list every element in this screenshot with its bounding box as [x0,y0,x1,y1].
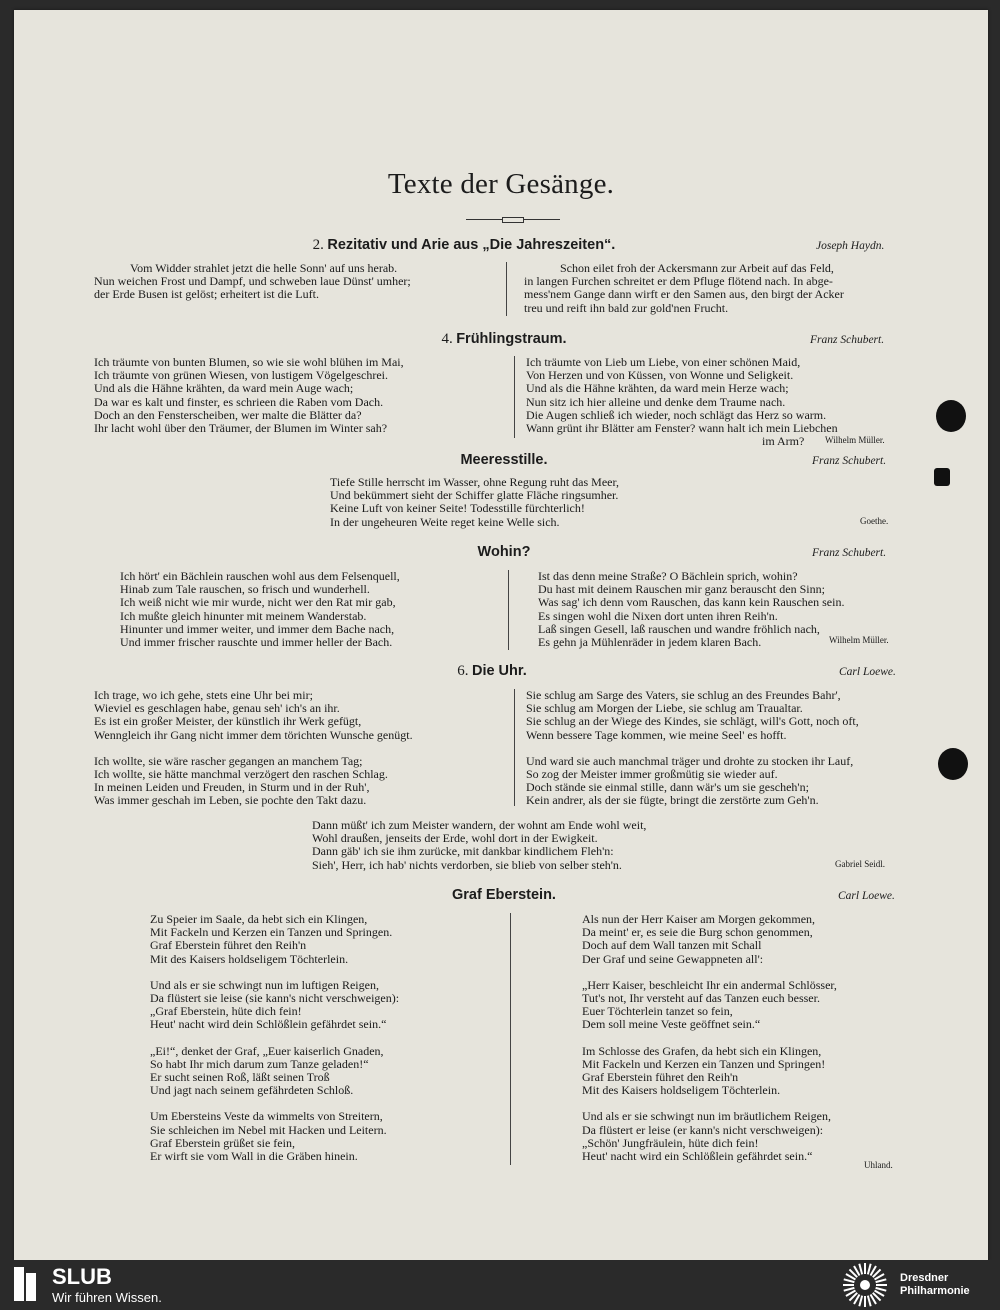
text-column-left: Ich hört' ein Bächlein rauschen wohl aus dem Felsenquell, Hinab zum Tale rauschen, so frisch und wunderhell. Ich weiß nicht wie mir wurde, nicht wer den Rat mir gab, Ich mußte gleich hinunter mit meinem Wanderstab. Hinunter und immer weiter, und immer dem Bache nach, Und immer frischer rauschte und immer heller der Bach. [120,569,400,650]
text-column-center: Dann müßt' ich zum Meister wandern, der wohnt am Ende wohl weit, Wohl draußen, jenseits der Erde, wohl dort in der Ewigkeit. Dann gäb' ich sie ihm zurücke, mit dankbar kindlichem Fleh'n: Sieh', Herr, ich hab' nichts verdorben, sie blieb von selber steh'n. [312,818,647,872]
text-column-right: Ist das denn meine Straße? O Bächlein sprich, wohin? Du hast mit deinem Rauschen mir ganz berauscht den Sinn; Was sag' ich denn vom Rauschen, das kann kein Rauschen sein. Es singen wohl die Nixen dort unten ihren Reih'n. Laß singen Gesell, laß rauschen und wandre fröhlich nach, Es gehn ja Mühlenräder in jedem klaren Bach. [538,569,845,650]
slub-logo-icon [14,1267,38,1301]
lyricist: Wilhelm Müller. [829,635,889,645]
text-column-right: Ich träumte von Lieb um Liebe, von einer schönen Maid, Von Herzen und von Küssen, von Wonne und Seligkeit. Und als die Hähne krähten, da ward mein Herze wach; Nun sitz ich hier alleine und denke dem Traume nach. Die Augen schließ ich wieder, noch schlägt das Herz so warm. Wann grünt ihr Blätter am Fenster? wann halt ich mein Liebchen im Arm? [526,355,838,449]
dresdner-philharmonie-logo-icon [842,1262,888,1308]
text-column-right: Sie schlug am Sarge des Vaters, sie schlug an des Freundes Bahr', Sie schlug am Morgen der Liebe, sie schlug am Traualtar. Sie schlug an der Wiege des Kindes, sie schlägt, will's Gott, noch oft, Wenn bessere Tage kommen, wie meine Seel' es hofft. Und ward sie auch manchmal träger und drohte zu stocken ihr Lauf, So zog der Meister immer großmütig sie wieder auf. Doch stände sie einmal stille, dann wär's um sie gescheh'n; Kein andrer, als der sie fügte, bringt die zerstörte zum Geh'n. [526,688,859,808]
composer: Carl Loewe. [839,666,896,678]
section-heading: Wohin? [477,544,531,560]
section-heading: 4. Frühlingstraum. [441,331,567,347]
slub-name: SLUB [52,1264,112,1289]
section-heading: Meeresstille. [460,452,548,468]
section-heading: 2. Rezitativ und Arie aus „Die Jahreszeiten“. [312,237,616,253]
composer: Joseph Haydn. [816,240,885,252]
section-heading: Graf Eberstein. [452,887,556,903]
lyricist: Wilhelm Müller. [825,435,885,445]
partner-name: Dresdner Philharmonie [900,1272,970,1297]
column-divider [514,689,515,806]
text-column-center: Tiefe Stille herrscht im Wasser, ohne Regung ruht das Meer, Und bekümmert sieht der Schiffer glatte Fläche ringsumher. Keine Luft von keiner Seite! Todesstille fürchterlich! In der ungeheuren Weite reget keine Welle sich. [330,475,620,529]
slub-claim: Wir führen Wissen. [52,1290,162,1305]
program-sheet [14,10,988,1260]
text-column-left: Zu Speier im Saale, da hebt sich ein Klingen, Mit Fackeln und Kerzen ein Tanzen und Springen. Graf Eberstein führet den Reih'n Mit des Kaisers holdseligem Töchterlein. Und als er sie schwingt nun im luftigen Reigen, Da flüstert sie leise (sie kann's nicht verschweigen): „Graf Eberstein, hüte dich fein! Heut' nacht wird dein Schlößlein gefährdet sein.“ „Ei!“, denket der Graf, „Euer kaiserlich Gnaden, So habt Ihr mich darum zum Tanze geladen!“ Er sucht seinen Roß, läßt seinen Troß Und jagt nach seinem gefährdeten Schloß. Um Ebersteins Veste da wimmelts von Streitern, Sie schleichen im Nebel mit Hacken und Leitern. Graf Eberstein grüßet sie fein, Er wirft sie vom Wall in die Gräben hinein. [150,912,400,1164]
column-divider [514,356,515,438]
text-column-right: Schon eilet froh der Ackersmann zur Arbeit auf das Feld, in langen Furchen schreitet er dem Pfluge flötend nach. In abge- mess'nem Gange dann wirft er den Samen aus, den birgt der Acker treu und reift ihn bald zur gold'nen Frucht. [524,261,844,315]
column-divider [510,913,511,1165]
page-title: Texte der Gesänge. [387,168,615,200]
punch-hole-bottom [938,748,968,780]
column-divider [506,262,507,316]
section-heading: 6. Die Uhr. [457,663,527,679]
text-column-right: Als nun der Herr Kaiser am Morgen gekommen, Da meint' er, es seie die Burg schon genommen, Doch auf dem Wall tanzen mit Schall Der Graf und seine Gewappneten all': „Herr Kaiser, beschleicht Ihr ein andermal Schlösser, Tut's not, Ihr versteht auf das Tanzen euch besser. Euer Töchterlein tanzet so fein, Dem soll meine Veste geöffnet sein.“ Im Schlosse des Grafen, da hebt sich ein Klingen, Mit Fackeln und Kerzen ein Tanzen und Springen! Graf Eberstein führet den Reih'n Mit des Kaisers holdseligem Töchterlein. Und als er sie schwingt nun im bräutlichem Reigen, Da flüstert er leise (er kann's nicht verschweigen): „Schön' Jungfräulein, hüte dich fein! Heut' nacht wird ein Schlößlein gefährdet sein.“ [582,912,837,1164]
title-ornament [466,219,560,220]
composer: Franz Schubert. [810,334,885,346]
composer: Franz Schubert. [812,547,887,559]
punch-hole-top [936,400,966,432]
composer: Carl Loewe. [838,890,895,902]
column-divider [508,570,509,650]
composer: Franz Schubert. [812,455,887,467]
lyricist: Goethe. [860,516,889,526]
text-column-left: Vom Widder strahlet jetzt die helle Sonn' auf uns herab. Nun weichen Frost und Dampf, und schweben laue Dünst' umher; der Erde Busen ist gelöst; erheitert ist die Luft. [94,261,411,302]
lyricist: Uhland. [864,1160,893,1170]
text-column-left: Ich träumte von bunten Blumen, so wie sie wohl blühen im Mai, Ich träumte von grünen Wiesen, von lustigem Vögelgeschrei. Und als die Hähne krähten, da ward mein Auge wach; Da war es kalt und finster, es schrieen die Raben vom Dach. Doch an den Fensterscheiben, wer malte die Blätter da? Ihr lacht wohl über den Träumer, der Blumen im Winter sah? [94,355,404,436]
text-column-left: Ich trage, wo ich gehe, stets eine Uhr bei mir; Wieviel es geschlagen habe, genau seh' ich's an ihr. Es ist ein großer Meister, der künstlich ihr Werk gefügt, Wenngleich ihr Gang nicht immer dem törichten Wunsche genügt. Ich wollte, sie wäre rascher gegangen an manchem Tag; Ich wollte, sie hätte manchmal verzögert den raschen Schlag. In meinen Leiden und Freuden, in Sturm und in der Ruh', Was immer geschah im Leben, sie pochte den Takt dazu. [94,688,413,808]
lyricist: Gabriel Seidl. [835,859,885,869]
